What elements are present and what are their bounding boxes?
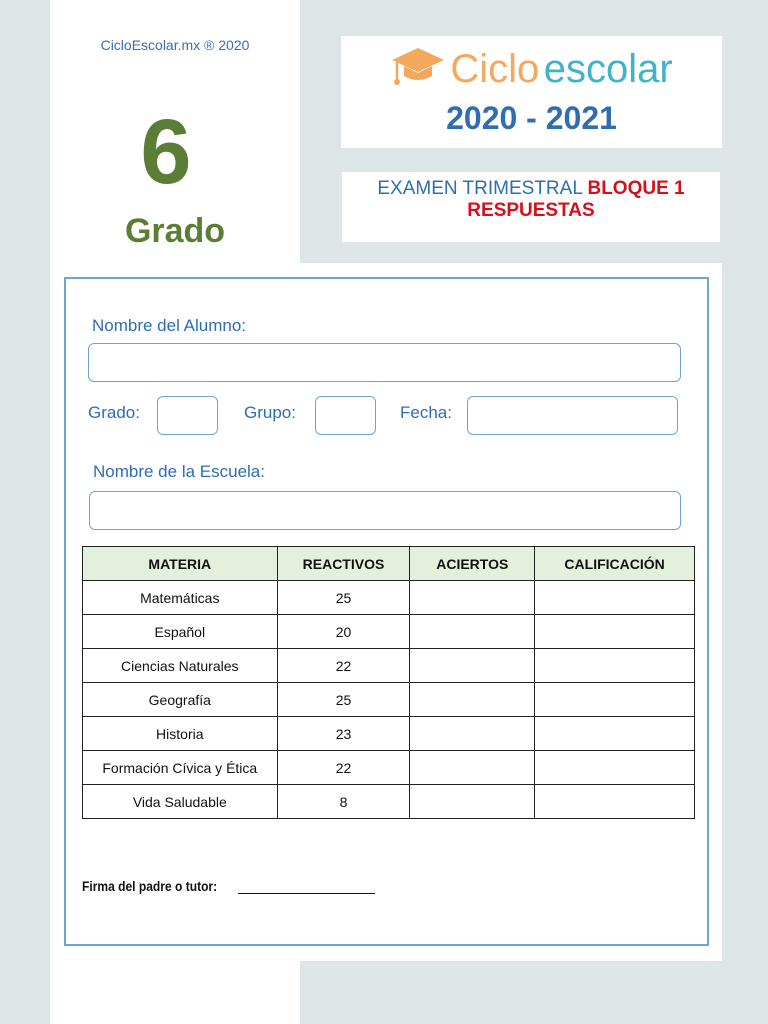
header-aciertos: ACIERTOS (410, 547, 535, 581)
correct-cell[interactable] (410, 683, 535, 717)
exam-title-box (342, 172, 720, 242)
date-field[interactable] (467, 396, 678, 435)
items-cell: 25 (277, 581, 410, 615)
exam-block: BLOQUE 1 (587, 178, 685, 199)
grades-table (82, 546, 695, 819)
exam-subtitle: RESPUESTAS (467, 200, 595, 221)
correct-cell[interactable] (410, 649, 535, 683)
grade-cell[interactable] (535, 751, 695, 785)
table-row (83, 683, 695, 717)
signature-line[interactable] (238, 893, 375, 894)
grade-cell[interactable] (535, 785, 695, 819)
student-name-label: Nombre del Alumno: (92, 316, 247, 335)
items-cell: 25 (277, 683, 410, 717)
items-cell: 22 (277, 649, 410, 683)
group-field[interactable] (315, 396, 376, 435)
date-label: Fecha: (400, 403, 452, 422)
logo-word-escolar: escolar (543, 47, 673, 91)
items-cell: 8 (277, 785, 410, 819)
correct-cell[interactable] (410, 785, 535, 819)
items-cell: 23 (277, 717, 410, 751)
table-row (83, 615, 695, 649)
table-row (83, 785, 695, 819)
exam-title: EXAMEN TRIMESTRAL (377, 178, 583, 199)
grade-word: Grado (124, 212, 226, 250)
items-cell: 22 (277, 751, 410, 785)
group-label: Grupo: (244, 403, 296, 422)
subject-cell: Matemáticas (83, 581, 278, 615)
correct-cell[interactable] (410, 751, 535, 785)
items-cell: 20 (277, 615, 410, 649)
school-name-field[interactable] (89, 491, 681, 530)
grade-cell[interactable] (535, 615, 695, 649)
student-name-field[interactable] (88, 343, 681, 382)
grade-cell[interactable] (535, 581, 695, 615)
subject-cell: Geografía (83, 683, 278, 717)
graduation-cap-icon (390, 44, 446, 95)
grade-number: 6 (140, 101, 192, 203)
correct-cell[interactable] (410, 717, 535, 751)
subject-cell: Historia (83, 717, 278, 751)
header-reactivos: REACTIVOS (277, 547, 410, 581)
brand-logo (341, 36, 722, 148)
school-name-label: Nombre de la Escuela: (93, 462, 265, 481)
subject-cell: Ciencias Naturales (83, 649, 278, 683)
table-row (83, 751, 695, 785)
table-row (83, 581, 695, 615)
grade-field[interactable] (157, 396, 218, 435)
table-row (83, 649, 695, 683)
site-credit: CicloEscolar.mx ® 2020 (100, 37, 250, 53)
header-materia: MATERIA (83, 547, 278, 581)
grade-cell[interactable] (535, 649, 695, 683)
table-header-row (83, 547, 695, 581)
subject-cell: Formación Cívica y Ética (83, 751, 278, 785)
correct-cell[interactable] (410, 615, 535, 649)
signature-label: Firma del padre o tutor: (82, 878, 218, 894)
subject-cell: Español (83, 615, 278, 649)
header-calificacion: CALIFICACIÓN (535, 547, 695, 581)
correct-cell[interactable] (410, 581, 535, 615)
table-row (83, 717, 695, 751)
subject-cell: Vida Saludable (83, 785, 278, 819)
grade-label: Grado: (88, 403, 140, 422)
grade-cell[interactable] (535, 717, 695, 751)
school-years: 2020 - 2021 (446, 100, 617, 136)
grade-cell[interactable] (535, 683, 695, 717)
logo-word-ciclo: Ciclo (450, 47, 540, 91)
